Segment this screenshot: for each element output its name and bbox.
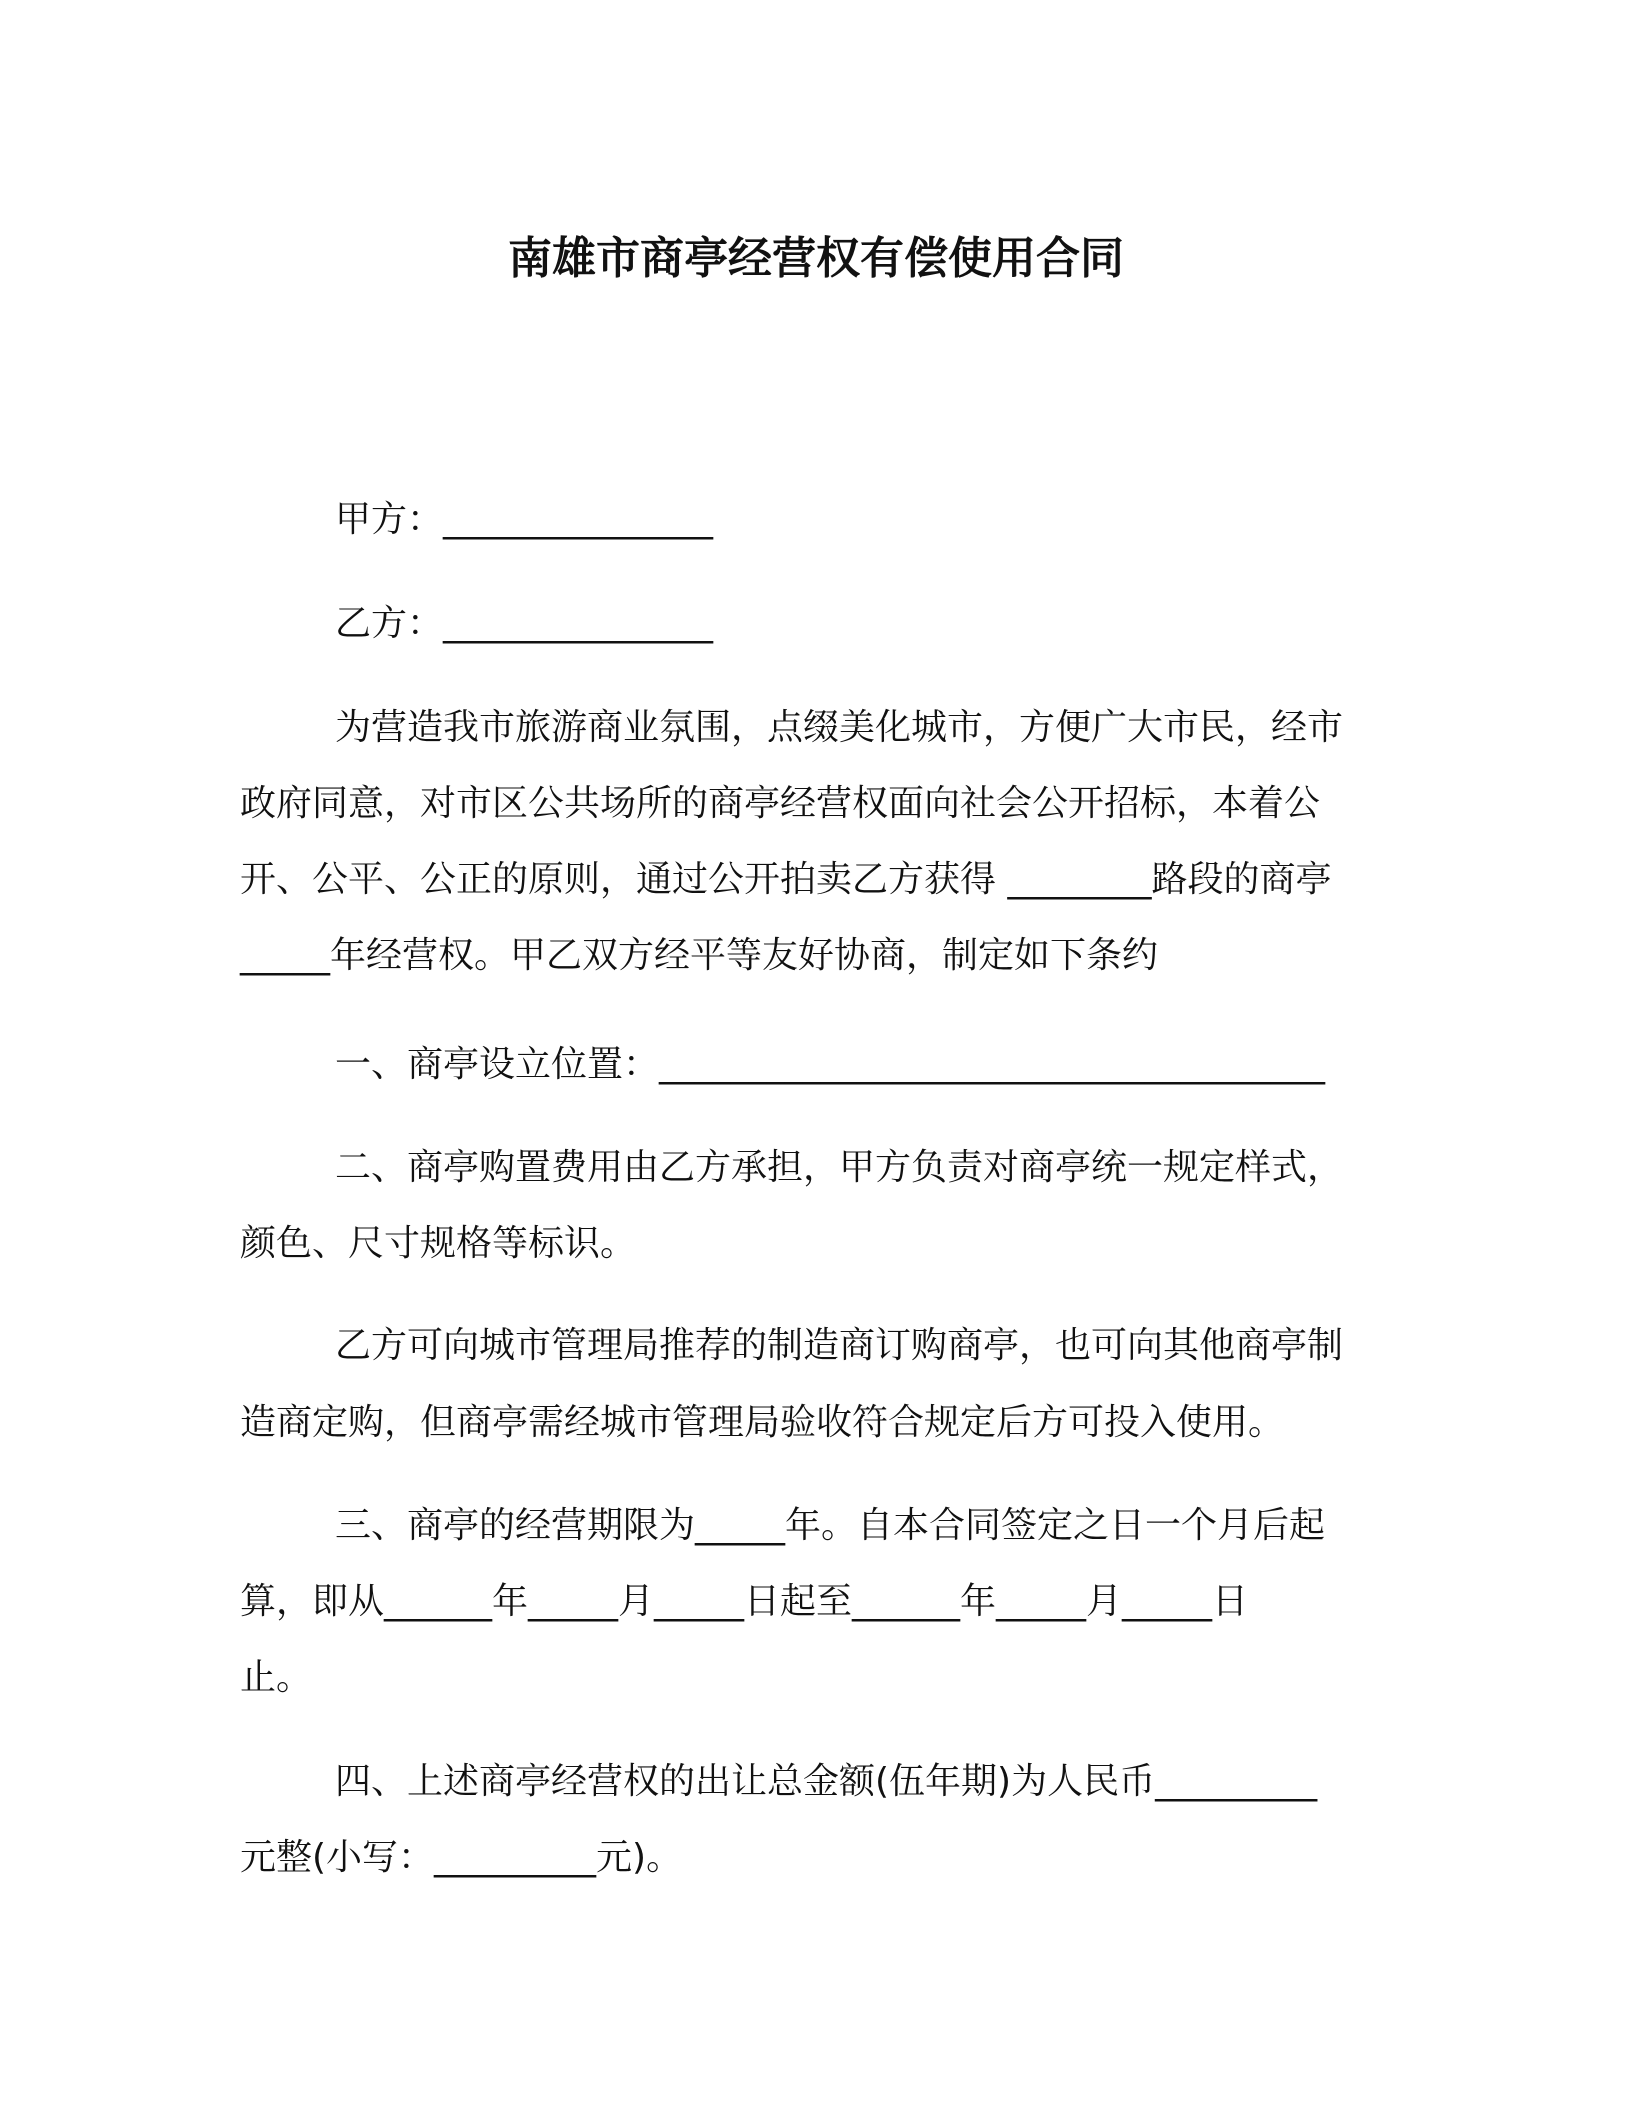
party-b-line: 乙方：_______________ (335, 603, 714, 644)
clause-1-line: 一、商亭设立位置：_____________________________________ (335, 1044, 1326, 1085)
intro-line-2: 政府同意，对市区公共场所的商亭经营权面向社会公开招标，本着公 (240, 783, 1321, 824)
intro-line-4: _____年经营权。甲乙双方经平等友好协商，制定如下条约 (240, 935, 1159, 976)
clause-3-line-3: 止。 (240, 1657, 313, 1698)
intro-line-3: 开、公平、公正的原则，通过公开拍卖乙方获得 ________路段的商亭 (240, 859, 1332, 900)
clause-2-line-1: 二、商亭购置费用由乙方承担，甲方负责对商亭统一规定样式， (335, 1147, 1344, 1188)
clause-3-line-1: 三、商亭的经营期限为_____年。自本合同签定之日一个月后起 (335, 1505, 1326, 1546)
party-a-line: 甲方：_______________ (335, 499, 714, 540)
document-title: 南雄市商亭经营权有偿使用合同 (508, 233, 1124, 284)
intro-line-1: 为营造我市旅游商业氛围，点缀美化城市，方便广大市民，经市 (335, 707, 1344, 748)
clause-4-line-2: 元整(小写：_________元)。 (240, 1837, 683, 1878)
clause-2b-line-1: 乙方可向城市管理局推荐的制造商订购商亭，也可向其他商亭制 (335, 1325, 1344, 1366)
clause-3-line-2: 算，即从______年_____月_____日起至______年_____月_____日 (240, 1581, 1249, 1622)
clause-2-line-2: 颜色、尺寸规格等标识。 (240, 1223, 637, 1264)
clause-4-line-1: 四、上述商亭经营权的出让总金额(伍年期)为人民币_________ (335, 1761, 1318, 1802)
clause-2b-line-2: 造商定购，但商亭需经城市管理局验收符合规定后方可投入使用。 (240, 1402, 1285, 1443)
